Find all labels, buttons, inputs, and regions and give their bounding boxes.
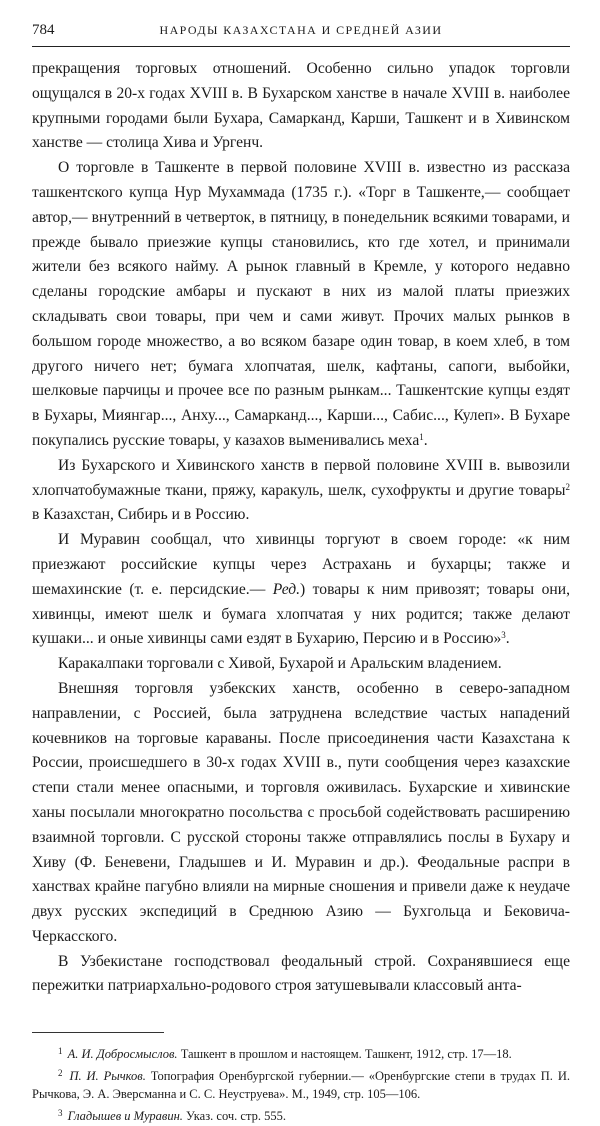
paragraph-text: О торговле в Ташкенте в первой половине XVIII в. известно из рассказа ташкентского купца Нур Мухаммада (1735 г.). «Торг в Ташкенте,— сообщает автор,— внутренний в четверток, в пятницу, в понедельник всякими товарами, и прежде бывало приезжие купцы становились, кто где хотел, и принимали жители без всякого найму. А рынок главный в Кремле, у которого недавно сделаны городские амбары и пускают в них из малой платы приезжих складывать свои товары, при чем и сами живут. Прочих малых рынков в большом городе множество, а во всяком базаре один товар, в коем хлеб, в том другого ничего нет; бумага хлопчатая, шелк, кафтаны, сапоги, выбойки, шелковые парчицы и прочее все по разным рынкам... Ташкентские купцы ездят в Бухары, Миянгар..., Анху..., Самарканд..., Карши..., Сабис..., Кулеп». В Бухаре покупались русские товары, у казахов выменивались меха [32, 159, 570, 449]
paragraph-text: Каракалпаки торговали с Хивой, Бухарой и Аральским владением. [58, 655, 502, 673]
paragraph-7 [32, 950, 570, 1000]
page-number: 784 [32, 22, 55, 38]
footnote-text: Ташкент в прошлом и настоящем. Ташкент, 1912, стр. 17—18. [177, 1047, 512, 1062]
footnote-ref-1[interactable]: 1 [419, 431, 424, 442]
paragraph-text: в Казахстан, Сибирь и в Россию. [32, 506, 250, 524]
paragraph-4 [32, 528, 570, 652]
footnote-1 [32, 1042, 570, 1064]
paragraph-6 [32, 677, 570, 950]
footnote-author: П. И. Рычков. [69, 1068, 146, 1083]
footnote-rule [32, 1032, 164, 1033]
footnote-text: Указ. соч. стр. 555. [182, 1109, 286, 1124]
paragraph-2 [32, 156, 570, 454]
paragraph-text: . [423, 431, 428, 449]
footnote-author: Гладышев и Муравин. [67, 1109, 183, 1124]
footnote-number: 1 [58, 1046, 63, 1057]
paragraph-1 [32, 57, 570, 156]
footnote-ref-3[interactable]: 3 [501, 630, 506, 641]
paragraph-text: ) товары к ним привозят; товары они, хивинцы, имеют шелк и бумага хлопчатая у них родится; также делают кушаки... и оные хивинцы сами ездят в Бухарию, Персию и в Россию» [32, 580, 570, 648]
footnote-3 [32, 1104, 570, 1126]
paragraph-text: И Муравин сообщал, что хивинцы торгуют в своем городе: «к ним приезжают российские купцы через Астрахань и бухарцы; также и шемахинские (т. е. персидские.— [32, 531, 570, 598]
paragraph-3 [32, 454, 570, 528]
body-text [32, 57, 570, 999]
paragraph-text: прекращения торговых отношений. Особенно сильно упадок торговли ощущался в 20-х годах XVIII в. В Бухарском ханстве в начале XVIII в. наиболее крупными городами были Бухара, Самарканд, Карши, Ташкент и в Хивинском ханстве — столица Хива и Ургенч. [32, 60, 570, 152]
editor-note: Ред. [272, 580, 301, 598]
running-title: НАРОДЫ КАЗАХСТАНА И СРЕДНЕЙ АЗИИ [159, 23, 443, 37]
footnote-author: А. И. Добросмыслов. [67, 1047, 178, 1062]
footnote-2 [32, 1064, 570, 1104]
page-header [32, 22, 570, 42]
footnote-number: 2 [58, 1067, 63, 1078]
paragraph-text: Из Бухарского и Хивинского ханств в первой половине XVIII в. вывозили хлопчатобумажные ткани, пряжу, каракуль, шелк, сухофрукты и другие товары [32, 456, 570, 499]
footnote-number: 3 [58, 1108, 63, 1119]
paragraph-text: . [505, 630, 510, 648]
header-rule [32, 46, 570, 47]
footnote-text: Топография Оренбургской губернии.— «Оренбургские степи в трудах П. И. Рычкова, Э. А. Эверсманна и С. С. Неуструева». М., 1949, стр. 105—106. [32, 1068, 570, 1102]
footnote-ref-2[interactable]: 2 [565, 481, 570, 492]
footnotes [32, 1042, 570, 1125]
paragraph-text: Внешняя торговля узбекских ханств, особенно в северо-западном направлении, с Россией, была затруднена вследствие частых нападений кочевников на торговые караваны. После присоединения части Казахстана к России, происшедшего в 30-х годах XVIII в., пути сообщения через казахские степи стали менее опасными, и торговля оживилась. Бухарские и хивинские ханы посылали многократно посольства с просьбой содействовать расширению взаимной торговли. С русской стороны также отправлялись послы в Бухару и Хиву (Ф. Беневени, Гладышев и И. Муравин и др.). Феодальные распри в ханствах крайне пагубно влияли на мирные сношения и привели даже к неудаче двух русских экспедиций в Среднюю Азию — Бухгольца и Бековича-Черкасского. [32, 679, 570, 945]
paragraph-5 [32, 652, 570, 677]
paragraph-text: В Узбекистане господствовал феодальный строй. Сохранявшиеся еще пережитки патриархально-родового строя затушевывали классовый анта- [32, 952, 570, 995]
